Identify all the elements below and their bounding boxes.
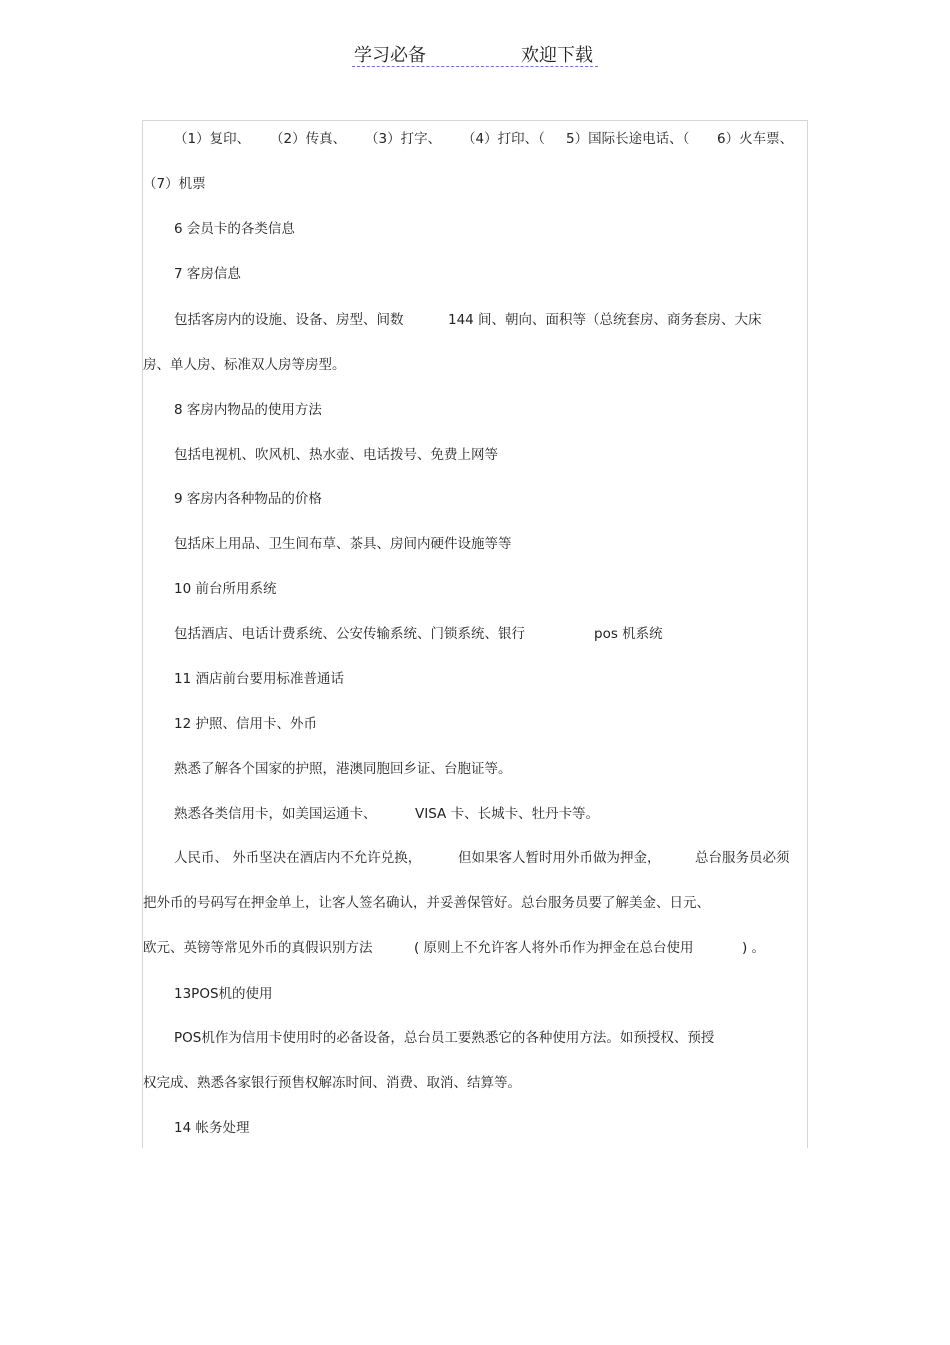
front-desk-systems-text-part2: pos 机系统	[594, 626, 663, 642]
currency-end-text-part1: 欧元、英镑等常见外币的真假识别方法	[143, 940, 373, 956]
room-items-usage-text: 包括电视机、吹风机、热水壶、电话拨号、免费上网等	[174, 447, 498, 463]
currency-paragraph-cont: 把外币的号码写在押金单上，让客人签名确认，并妥善保管好。总台服务员要了解美金、日元、	[143, 895, 710, 911]
front-desk-systems-text-part1: 包括酒店、电话计费系统、公安传输系统、门锁系统、银行	[174, 626, 525, 642]
section-heading-member-card: 6 会员卡的各类信息	[174, 221, 295, 237]
room-items-price-text: 包括床上用品、卫生间布草、茶具、房间内硬件设施等等	[174, 536, 512, 552]
passport-text: 熟悉了解各个国家的护照，港澳同胞回乡证、台胞证等。	[174, 761, 512, 777]
currency-text-part2: 但如果客人暂时用外币做为押金，	[458, 850, 661, 866]
service-list-line-cont: （7）机票	[143, 176, 206, 192]
room-info-text-part2: 144 间、朝向、面积等（总统套房、商务套房、大床	[448, 312, 762, 328]
page-header	[352, 40, 598, 67]
credit-card-text-part2: VISA 卡、长城卡、牡丹卡等。	[415, 806, 600, 822]
service-item-train-ticket: 6）火车票、	[717, 131, 794, 147]
section-heading-front-desk-systems: 10 前台所用系统	[174, 581, 277, 597]
section-heading-room-items-price: 9 客房内各种物品的价格	[174, 491, 322, 507]
currency-end-text-part2: ( 原则上不允许客人将外币作为押金在总台使用	[414, 940, 694, 956]
pos-paragraph: POS机作为信用卡使用时的必备设备，总台员工要熟悉它的各种使用方法。如预授权、预授	[174, 1030, 715, 1046]
pos-paragraph-cont: 权完成、熟悉各家银行预售权解冻时间、消费、取消、结算等。	[143, 1075, 521, 1091]
section-heading-room-info: 7 客房信息	[174, 266, 241, 282]
service-item-fax: （2）传真、	[270, 131, 347, 147]
currency-text-part3: 总台服务员必须	[695, 850, 790, 866]
room-info-text-part1: 包括客房内的设施、设备、房型、间数	[174, 312, 404, 328]
service-item-print: （4）打印、（	[462, 131, 545, 147]
section-heading-pos: 13POS机的使用	[174, 986, 273, 1002]
service-item-long-distance: 5）国际长途电话、（	[566, 131, 690, 147]
section-heading-mandarin: 11 酒店前台要用标准普通话	[174, 671, 344, 687]
credit-card-text-part1: 熟悉各类信用卡，如美国运通卡、	[174, 806, 377, 822]
service-item-copy: （1）复印、	[174, 131, 251, 147]
service-item-typing: （3）打字、	[365, 131, 442, 147]
currency-end-text-part3: ) 。	[742, 940, 766, 956]
section-heading-room-items-usage: 8 客房内物品的使用方法	[174, 402, 322, 418]
section-heading-accounting: 14 帐务处理	[174, 1120, 250, 1136]
section-heading-passport-card-currency: 12 护照、信用卡、外币	[174, 716, 317, 732]
currency-text-part1: 人民币、 外币坚决在酒店内不允许兑换，	[174, 850, 422, 866]
header-left-text: 学习必备	[354, 45, 426, 66]
header-right-text: 欢迎下载	[521, 45, 593, 66]
room-info-paragraph-cont: 房、单人房、标准双人房等房型。	[143, 357, 346, 373]
